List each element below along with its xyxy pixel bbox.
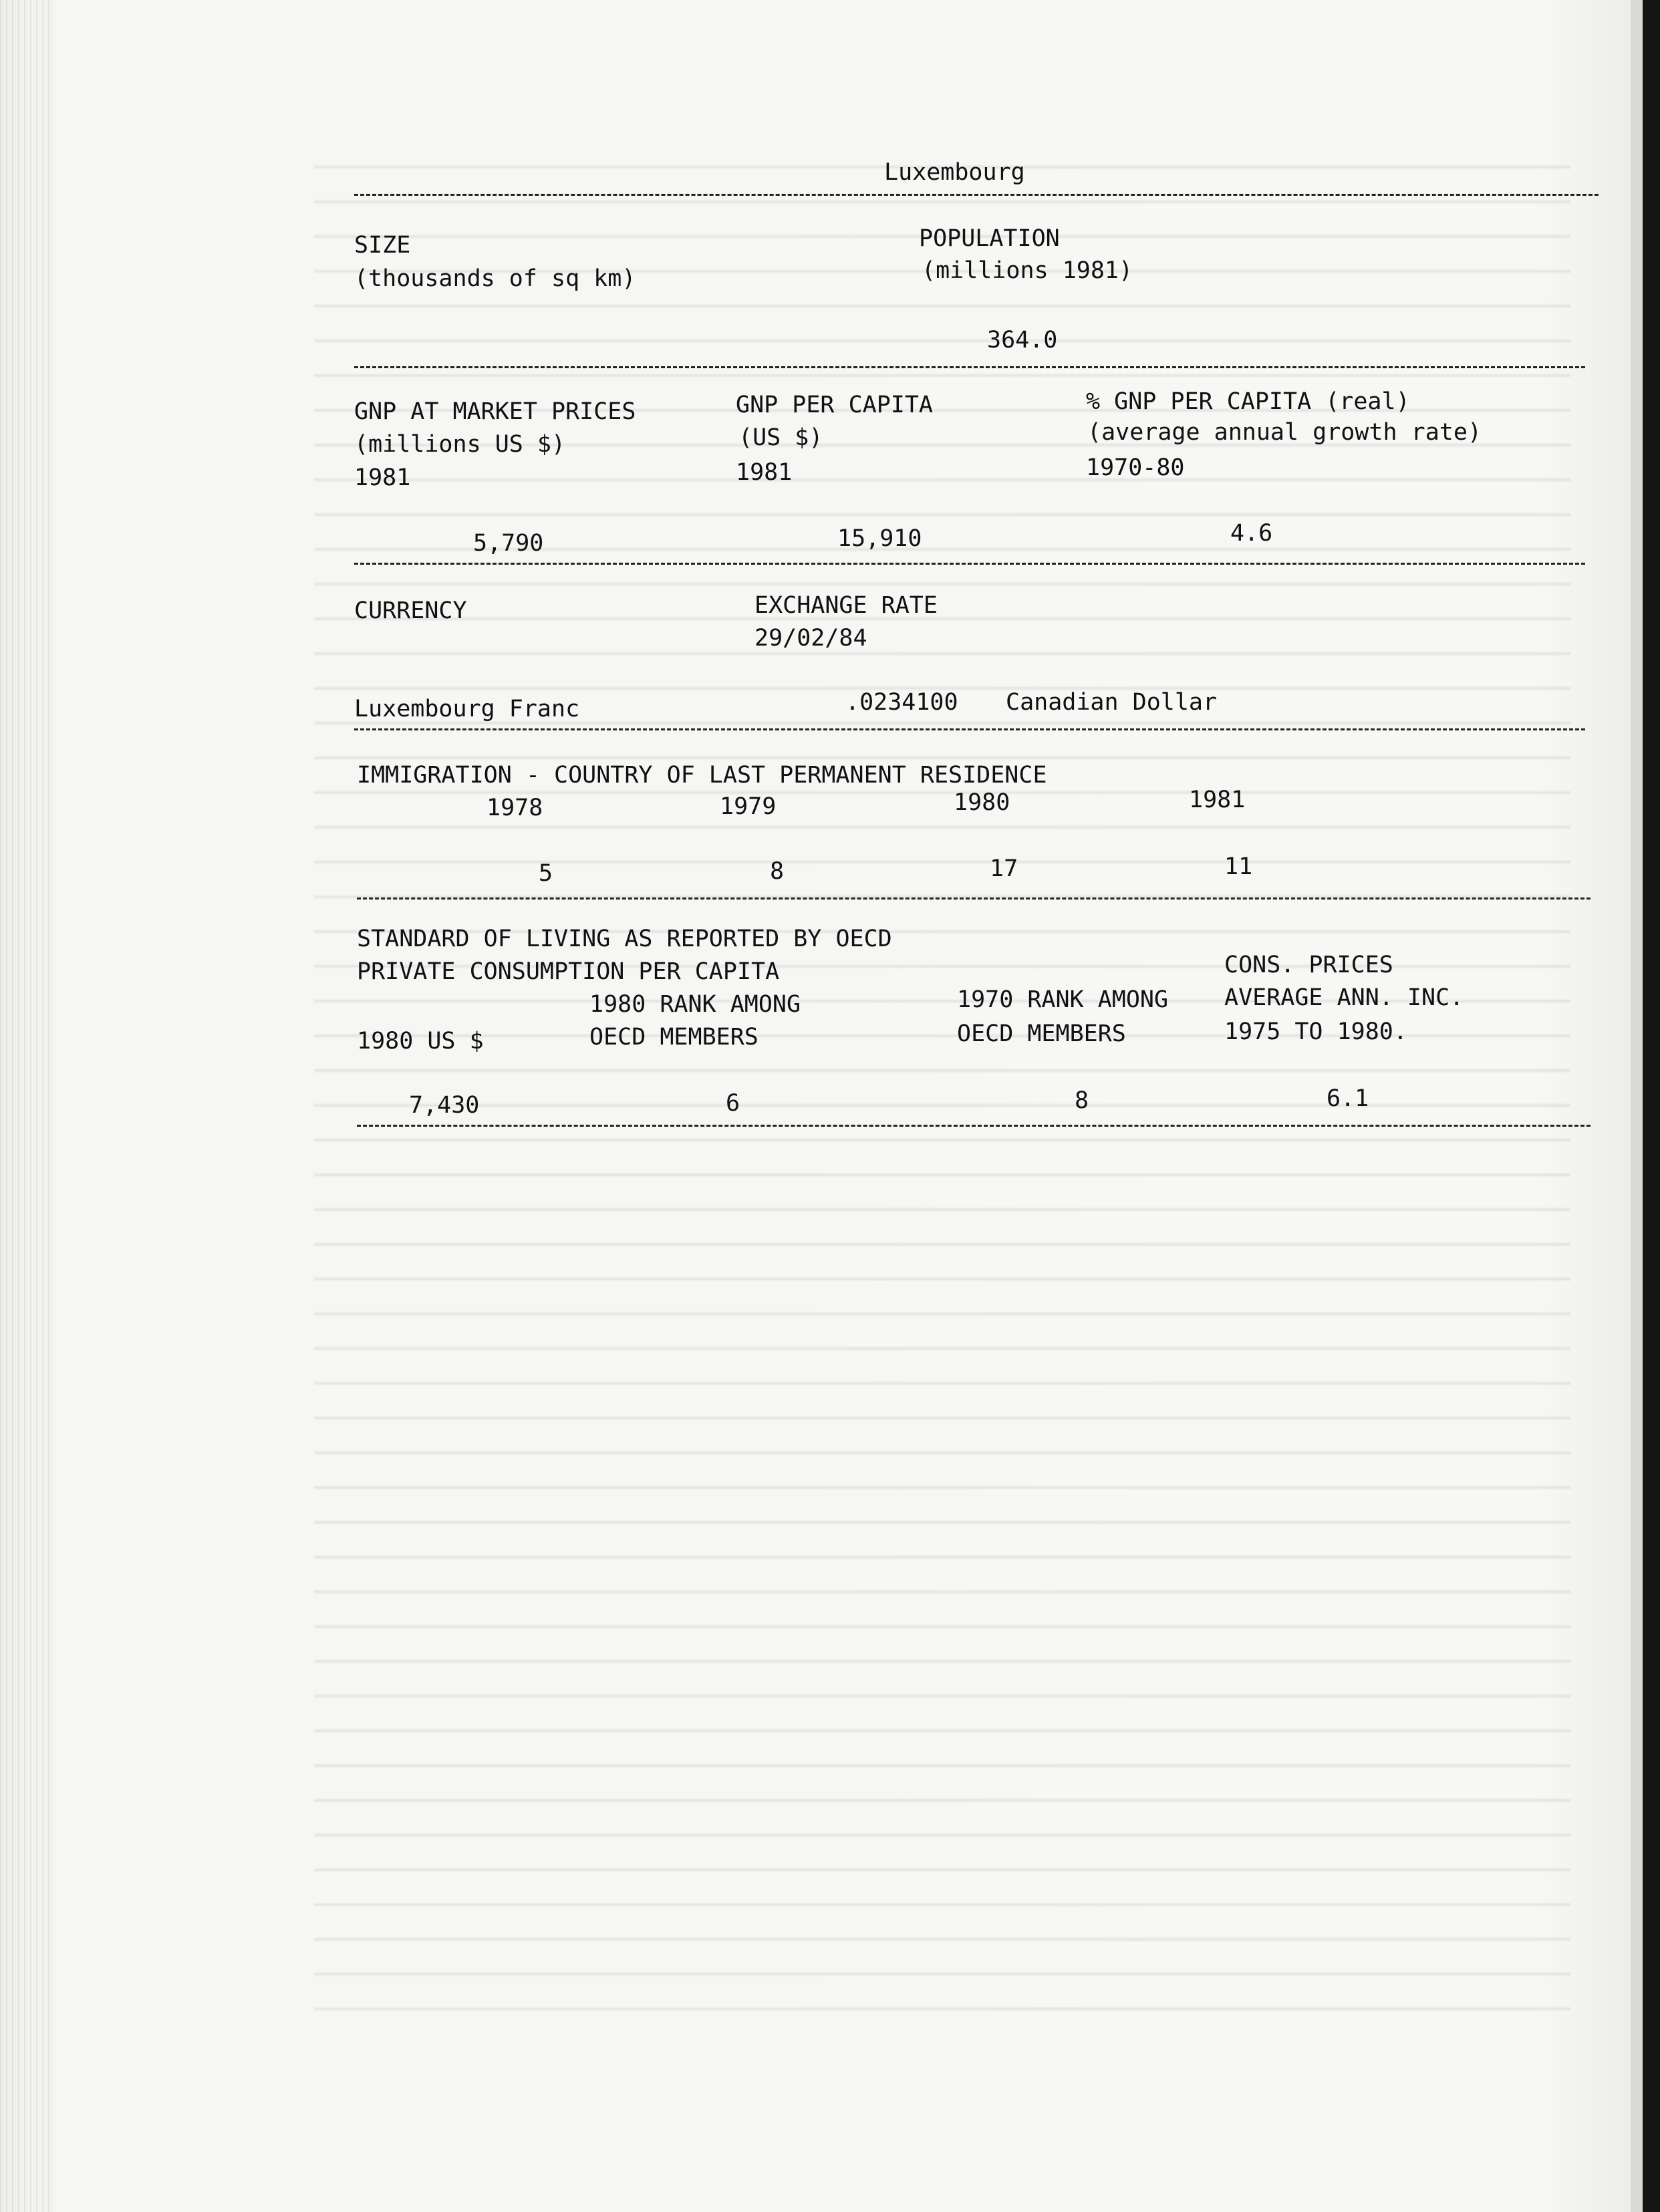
divider-rule bbox=[354, 366, 1585, 368]
consumption-value: 7,430 bbox=[409, 1092, 480, 1119]
gnp-growth-unit: (average annual growth rate) bbox=[1087, 419, 1482, 446]
immigration-value: 8 bbox=[770, 858, 785, 885]
gnp-growth-label: % GNP PER CAPITA (real) bbox=[1086, 388, 1410, 415]
currency-label: CURRENCY bbox=[354, 597, 467, 624]
avg-increase-label: AVERAGE ANN. INC. bbox=[1224, 984, 1464, 1011]
gnp-market-year: 1981 bbox=[354, 464, 411, 491]
scan-border bbox=[1643, 0, 1660, 2212]
population-label: POPULATION bbox=[919, 225, 1060, 252]
page-edge-shadow bbox=[1631, 0, 1643, 2212]
population-unit: (millions 1981) bbox=[922, 257, 1133, 284]
divider-rule bbox=[354, 194, 1599, 196]
rank-1980-header: 1980 RANK AMONG bbox=[589, 991, 801, 1018]
rank-1970-value: 8 bbox=[1075, 1087, 1089, 1114]
exchange-rate-label: EXCHANGE RATE bbox=[754, 592, 938, 619]
gnp-market-unit: (millions US $) bbox=[354, 431, 566, 458]
exchange-rate-value: .0234100 bbox=[845, 689, 958, 716]
immigration-value: 17 bbox=[990, 855, 1018, 882]
immigration-year: 1979 bbox=[720, 793, 777, 820]
divider-rule bbox=[357, 897, 1590, 900]
exchange-rate-date: 29/02/84 bbox=[754, 625, 867, 652]
gnp-per-capita-year: 1981 bbox=[736, 459, 793, 486]
living-heading: STANDARD OF LIVING AS REPORTED BY OECD bbox=[357, 926, 892, 952]
us-dollar-label: 1980 US $ bbox=[357, 1028, 484, 1055]
avg-increase-value: 6.1 bbox=[1327, 1085, 1369, 1112]
gnp-growth-years: 1970-80 bbox=[1086, 454, 1185, 481]
divider-rule bbox=[354, 728, 1585, 730]
divider-rule bbox=[357, 1125, 1590, 1127]
cons-prices-label: CONS. PRICES bbox=[1224, 952, 1393, 978]
gnp-market-label: GNP AT MARKET PRICES bbox=[354, 398, 636, 425]
divider-rule bbox=[354, 563, 1585, 565]
gnp-per-capita-unit: (US $) bbox=[738, 424, 823, 451]
avg-increase-years: 1975 TO 1980. bbox=[1224, 1018, 1407, 1045]
immigration-year: 1981 bbox=[1189, 787, 1246, 813]
rank-1970-header: 1970 RANK AMONG bbox=[957, 986, 1169, 1013]
immigration-value: 11 bbox=[1224, 853, 1253, 880]
size-unit: (thousands of sq km) bbox=[354, 265, 636, 292]
gnp-per-capita-label: GNP PER CAPITA bbox=[736, 392, 934, 418]
population-value: 364.0 bbox=[987, 327, 1058, 354]
exchange-rate-currency: Canadian Dollar bbox=[1006, 689, 1218, 716]
gnp-market-value: 5,790 bbox=[473, 530, 544, 557]
gnp-growth-value: 4.6 bbox=[1230, 520, 1273, 547]
immigration-value: 5 bbox=[539, 860, 553, 887]
consumption-label: PRIVATE CONSUMPTION PER CAPITA bbox=[357, 958, 780, 985]
immigration-year: 1978 bbox=[487, 795, 543, 821]
stacked-page-edges bbox=[0, 0, 53, 2212]
immigration-heading: IMMIGRATION - COUNTRY OF LAST PERMANENT RESIDENCE bbox=[357, 762, 1047, 789]
currency-name: Luxembourg Franc bbox=[354, 696, 580, 722]
size-label: SIZE bbox=[354, 232, 411, 259]
rank-1980-subheader: OECD MEMBERS bbox=[589, 1024, 758, 1051]
page-title: Luxembourg bbox=[884, 159, 1025, 186]
immigration-year: 1980 bbox=[954, 789, 1010, 816]
gnp-per-capita-value: 15,910 bbox=[837, 525, 922, 552]
rank-1970-subheader: OECD MEMBERS bbox=[957, 1020, 1126, 1047]
rank-1980-value: 6 bbox=[726, 1090, 740, 1117]
